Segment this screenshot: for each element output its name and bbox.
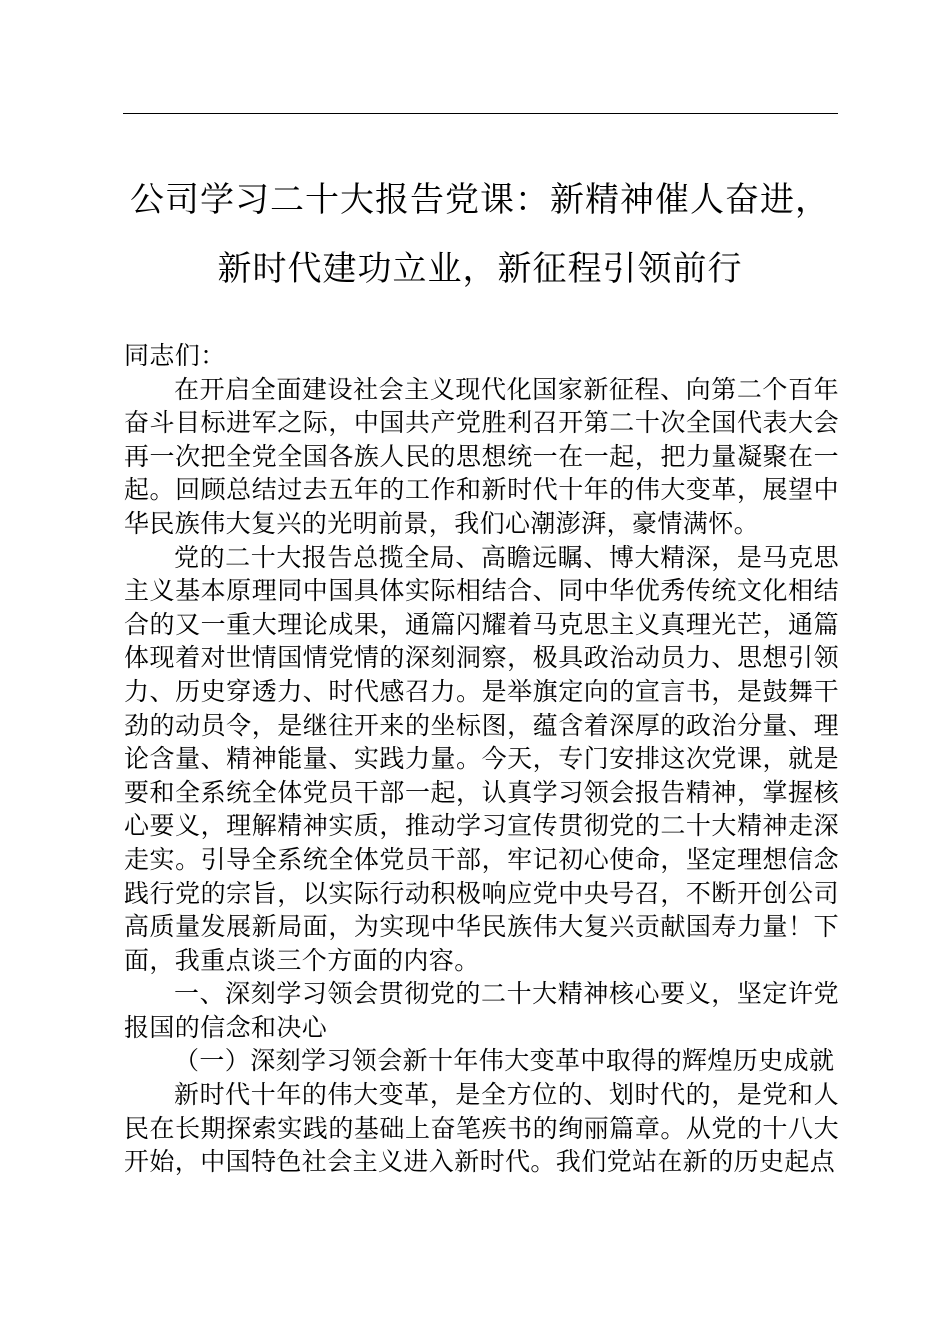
document-title-line-1: 公司学习二十大报告党课：新精神催人奋进，: [130, 180, 830, 220]
header-rule: [123, 113, 838, 114]
paragraph-report-summary: 党的二十大报告总揽全局、高瞻远瞩、博大精深，是马克思主义基本原理同中国具体实际相结合、同中华优秀传统文化相结合的又一重大理论成果，通篇闪耀着马克思主义真理光芒，通篇体现着对世情国情党情的深刻洞察，极具政治动员力、思想引领力、历史穿透力、时代感召力。是举旗定向的宣言书，是鼓舞干劲的动员令，是继往开来的坐标图，蕴含着深厚的政治分量、理论含量、精神能量、实践力量。今天，专门安排这次党课，就是要和全系统全体党员干部一起，认真学习领会报告精神，掌握核心要义，理解精神实质，推动学习宣传贯彻党的二十大精神走深走实。引导全系统全体党员干部，牢记初心使命，坚定理想信念践行党的宗旨，以实际行动积极响应党中央号召，不断开创公司高质量发展新局面，为实现中华民族伟大复兴贡献国寿力量！下面，我重点谈三个方面的内容。: [124, 542, 839, 975]
document-body: [124, 339, 839, 1179]
paragraph-new-era: 新时代十年的伟大变革，是全方位的、划时代的，是党和人民在长期探索实践的基础上奋笔疾书的绚丽篇章。从党的十八大开始，中国特色社会主义进入新时代。我们党站在新的历史起点: [124, 1080, 839, 1177]
subsection-heading: （一）深刻学习领会新十年伟大变革中取得的辉煌历史成就: [174, 1046, 835, 1076]
section-heading: 一、深刻学习领会贯彻党的二十大精神核心要义，坚定许党报国的信念和决心: [124, 979, 839, 1042]
paragraph-intro: 在开启全面建设社会主义现代化国家新征程、向第二个百年奋斗目标进军之际，中国共产党胜利召开第二十次全国代表大会再一次把全党全国各族人民的思想统一在一起，把力量凝聚在一起。回顾总结过去五年的工作和新时代十年的伟大变革，展望中华民族伟大复兴的光明前景，我们心潮澎湃，豪情满怀。: [124, 374, 839, 538]
salutation: 同志们：: [124, 341, 226, 370]
document-title-line-2: 新时代建功立业，新征程引领前行: [217, 249, 743, 289]
